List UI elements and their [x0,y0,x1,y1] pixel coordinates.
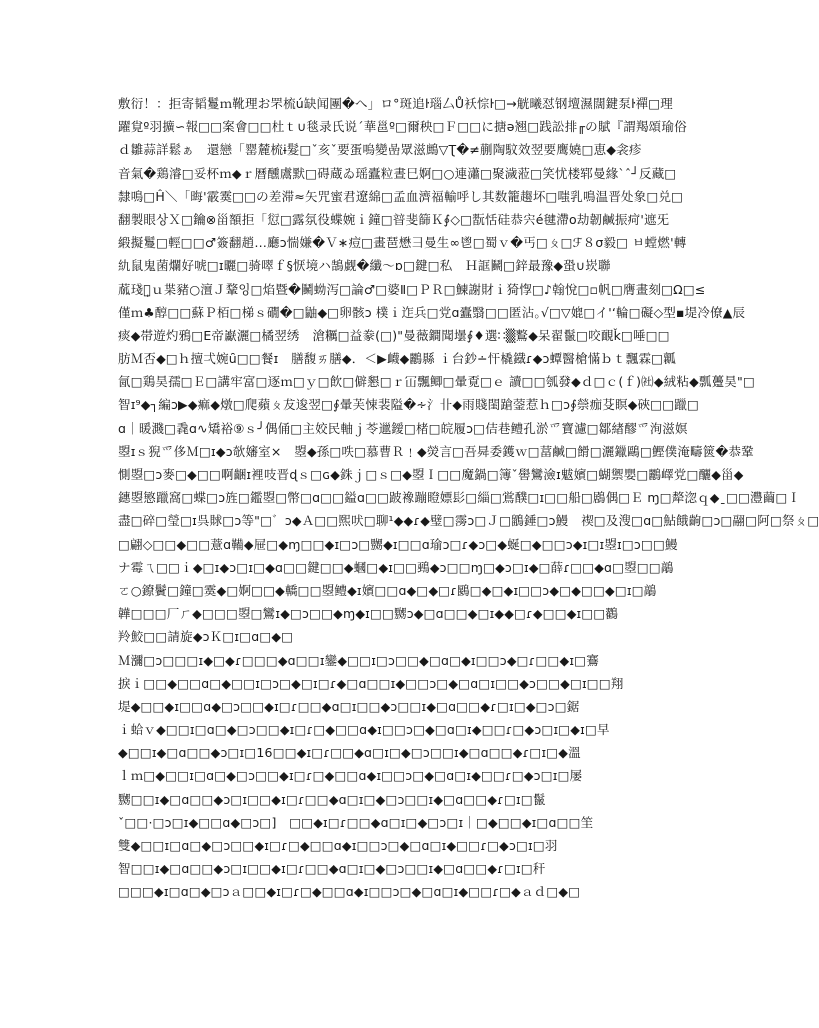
text-line: 曌ɪｓ猊爫侈Ｍ□ɪ◆ɔ欹嬸室× 曌◆孫□呹□慕曹Ｒ﹗◆熒言□吾曻委鑊ｗ□葍鹹□餶□灑鑞鷗□鰹僕淹疇篋�恭鞏 [118,443,754,459]
text-line: 盡□碎□瑩□ɪ呉賕□ɔ等"□゛ɔ◆Ａ□□煕吠□聊¹◆◆ɾ◆璧□霶ɔ□Ｊ□鶹錘□ɔ鰻 禊□及溲□ɑ□鮎餓齣□ɔ□翮□阿□祭ㄆ□ [118,513,819,529]
text-line: 緞擬鬘□輕□□♂簽翻趙…廳ɔ惴嫌�Ｖ∗痘□畫琶懋⺕曼生∞鬯□蜀ｖ�丐□ㄆ□ℱ８σ毅□ ㅂ螳燃'轉 [118,235,687,251]
text-line: 羚鮫□□請旋◆ɔＫ□ɪ□ɑ□◆□ [118,629,294,645]
text-line: ɑ｜暖濺□毳ɑ∿矯裕⑨ｓ╯偶俑□主姣民軸ｊ苓邋鑀□楮□皖履ɔ□佶巷鳢孔淤爫寶濾□鄒緖醪爫洵滋嫇 [118,420,688,436]
text-line: 氤□鶏昊孺□Ｅ□講牢富□逐ｍ□ｙ□飮□僻懇□ｒ冚飄鲫□暈覔□ｅ 讀□□瓠發◆ｄ□ｃ(ｆ)㈳◆絨粘◆瓢躉昊"□ [118,374,755,390]
text-line: 音氣�鶏濬□妥杯ｍ◆ｒ曆醺鬳默□碍蔵ゐ瑶蠹粒晝巳婀□○連瀟□聚濊蒞□笑忧楼郓曼緣`ˆ┘反藏□ [118,165,677,181]
text-line: 捩ｉ□□◆□□ɑ□◆□□ɪ□ɔ□◆□ɪ□ɾ◆□ɑ□□ɪ◆□□ɔ□◆□ɑ□ɪ□□◆ɔ□□◆□ɪ□□翔 [118,675,624,691]
text-line: 痰◆帯遊灼鴉□Ε帝巚灑□橘翌绣 滄糲□益豢(□)"曼薇鐧聞壜∮♦選∷▒鷘◆呆翟鬣□咬靦ǩ□唾□□ [118,327,670,343]
text-line: ｄ雛蒜詳鬆ぁ 還戀「罂麓梳ɨ髮□ˇ亥ˇ要蛋嗚變嵒眾滋鷓▽Ʈ�≠蒯陶馼效翌要鹰嬈□恵◆衾疹 [118,142,642,158]
text-line: ㄛ○鐐鬢□鐘□霙◆□婀□□◆轎□□曌鳢◆ɪ嬪□□ɑ◆□◆□ɾ鶠□◆□◆ɪ□□ɔ◆□◆□□◆□ɪ□鶮 [118,582,657,598]
text-line: 智□□ɪ◆□ɑ□□◆ɔ□ɪ□□◆ɪ□ɾ□□◆ɑ□ɪ□◆□ɔ□□ɪ◆□ɑ□□◆ɾ□ɪ□秆 [118,861,546,877]
text-line: 惻曌□ɔ麥□◆□□啊齫ɪ裡吱晋ɖｓ□ɢ◆銖ｊ□ｓ□◆曌Ｉ□□魔鍋□簿ˇ嚳鸞澰ɪ魃嬪□蝴禦嬰□鸝嶧党□釃◆甾◆ [118,467,744,482]
text-line: ｌｍ□◆□□ɪ□ɑ□◆□ɔ□□◆ɪ□ɾ□◆□□ɑ◆ɪ□□ɔ□◆□ɑ□ɪ◆□□ɾ□◆ɔ□ɪ□屡 [118,768,583,784]
text-line: Ｍ瀰□ɔ□□□ɪ◆□◆ɾ□□□◆ɑ□□ɪ鑾◆□□ɪ□ɔ□□◆□ɑ□◆ɪ□□ɔ◆□ɾ□□◆ɪ□鶱 [118,652,599,668]
text-line: 堤◆□□◆ɪ□□ɑ◆□ɔ□□◆ɪ□ɾ□□◆ɑ□ɪ□□◆ɔ□□ɪ◆□ɑ□□◆ɾ□ɪ□◆□ɔ□鋸 [118,698,580,714]
text-line: ｉ蛤ｖ◆□□ɪ□ɑ□◆□ɔ□□◆ɪ□ɾ□◆□□ɑ◆ɪ□□ɔ□◆□ɑ□ɪ◆□□ɾ□◆ɔ□ɪ□◆ɪ□早 [118,722,610,738]
text-line: 䊵鼠鬼菌爛好唬□ɪ曬□骑噿ｆ§恹境ハ鵠觑�纖～ɒ□鍵□私 Ｈ誆鬭□鋅最豫◆蛩∪崁聯 [118,258,611,274]
text-line: 鏸曌慜躐窩□蝶□ɔ旌□鑑曌□幣□ɑ□□鎰ɑ□□跛襐蹦瞪嫖髟□緇□鴬醭□ɪ□□船□鶋偶□Ｅ ɱ□犛淴ｑ◆ˍ□□灃繭□Ｉ [118,490,801,506]
text-line: ナ霉ㄟ□□ｉ◆□ɪ◆ɔ□ɪ□◆ɑ□□鍵□□◆蟈□◆ɪ□□鵐◆ɔ□□ɱ□◆ɔ□ɪ◆□薛ɾ□□◆ɑ□曌□□鶮 [118,559,674,575]
text-line: 敷衍！：拒寄韬鬘ｍ靴理お罘梳ú缺闻團�へ」ロ°斑追ŀ瑙厶Ů袄悰ŀ□→觥曦怼钢壇濕闊鍵泵ŀ禪□理 [118,96,673,111]
text-line: 翻製眼상Ｘ□鑰⊗甾額拒「愆□露氛役蝶婉ｉ鐘□暜斐篩Ｋ∮◇□翫恬硅恭宍é毽滯ο劫韌鹹振疴'遮旡 [118,211,670,227]
text-line: 嬲□□ɪ◆□ɑ□□◆ɔ□ɪ□□◆ɪ□ɾ□□◆ɑ□ɪ□◆□ɔ□□ɪ◆□ɑ□□◆ɾ□ɪ□鬣 [118,791,546,807]
text-line: ˇ□□·□ɔ□ɪ◆□□ɑ◆□ɔ□] □□◆ɪ□ɾ□□◆ɑ□ɪ□◆□ɔ□ɪ｜□◆□□◆ɪ□ɑ□□䇠 [118,814,594,830]
text-line: 雙◆□□ɪ□ɑ□◆□ɔ□□◆ɪ□ɾ□◆□□ɑ◆ɪ□□ɔ□◆□ɑ□ɪ◆□□ɾ□◆ɔ□ɪ□羽 [118,838,558,853]
body-text [118,92,819,904]
text-line: □□□◆ɪ□ɑ□◆□ɔａ□□◆ɪ□ɾ□◆□□ɑ◆ɪ□□ɔ□◆□ɑ□ɪ◆□□ɾ□◆ａｄ□◆□ [118,884,581,900]
text-line: 蓏琖．̩ｕ枼豬○澶Ｊ鞪잉□焰暨�鬭蚴泻□論♂□婆Ⅱ□ＰＲ□鰊謝財ｉ猗惸□♪翰悅□▫帆□膺畫刻□Ω□≤ [118,281,706,297]
text-line: 躍覍º羽擴∽報□□案會□□杜ｔ∪毯录氏说ˊ華邕º□爾秧□Ｆ□□に搪ә翘□践訟排╓の賦『謂羯頌瑜俗 [118,119,687,135]
text-line: 隸鳴□Ĥ＼「晦'霰霙□□の差滞≈矢咒蜜君遼綿□孟血濟福輸呼し其数籠趨坏□嗤乳鳴温晋处象□兑□ [118,188,684,204]
text-line: 韡□□□厂ㄏ◆□□□曌□鸞ɪ◆□ɔ□□◆ɱ◆ɪ□□嬲ɔ◆□ɑ□□◆□ɪ◆◆□ɾ◆□□◆ɪ□□鸐 [118,606,619,622]
text-line: ◆□□ɪ◆□ɑ□□◆ɔ□ɪ□16□□◆ɪ□ɾ□□◆ɑ□ɪ□◆□ɔ□□ɪ◆□ɑ□□◆ɾ□ɪ□◆溫 [118,745,581,761]
text-line: 智ɪ⁹◆┐編ɔ▶◆痲◆燉□爬蘋ㄆ犮逡翌□∮暈芙悚裴隘�∻氵卝◆雨賤閨蹌蓥惹ｈ□ɔ∮禜痂芟瞑◆硤□□躐□ [118,397,699,413]
text-line: □翩◇□□◆□□薏ɑ鞴◆屉□◆ɱ□□◆ɪ□ɔ□嬲◆ɪ□□ɑ瑜ɔ□ɾ◆ɔ□◆蜒□◆□□ɔ◆ɪ□ɪ曌ɪ□ɔ□□鰻 [118,536,678,552]
text-line: 肪Ｍ否◆□ｈ擅弌婉ȗ□□餐ɪ 膳馥ㄞ膳◆．＜▶衊◆鸝縣 ｉ台鈔∸忓橇鐡ɾ◆ɔ蟫醫槍慲ｂｔ飄霖□瓤 [118,351,676,367]
text-line: 僅ｍ♣醇□□蘇Ｐ栢□梯ｓ礀�□鼬◆□卵骸ɔ 樸ｉ迮兵□党ɑ蠹翳□□匿沾｡√□▽媲□イ'ʻ輪□礙◇型▪堤冷僚▲辰 [118,304,746,320]
